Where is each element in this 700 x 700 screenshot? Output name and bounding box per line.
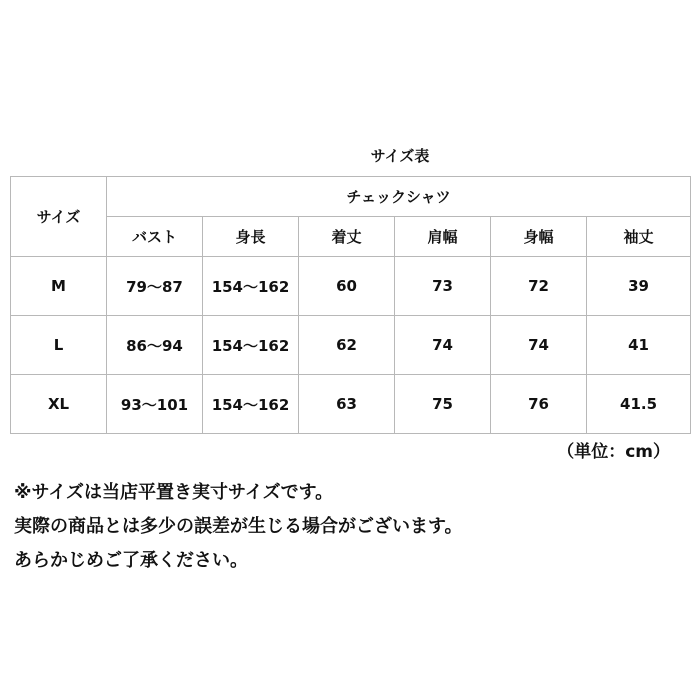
column-header-height: 身長 [203, 217, 299, 257]
note-line: 実際の商品とは多少の誤差が生じる場合がございます。 [14, 516, 463, 537]
size-table [10, 176, 691, 434]
table-cell: 76 [491, 375, 587, 434]
note-line: あらかじめご了承ください。 [14, 550, 248, 571]
table-cell: 73 [395, 257, 491, 316]
table-cell: 154〜162 [203, 257, 299, 316]
product-name-cell: チェックシャツ [107, 177, 691, 217]
column-header-chest-width: 身幅 [491, 217, 587, 257]
column-header-sleeve: 袖丈 [587, 217, 691, 257]
size-header-cell: サイズ [11, 177, 107, 257]
table-cell: 74 [491, 316, 587, 375]
size-label-cell: XL [11, 375, 107, 434]
column-header-length: 着丈 [299, 217, 395, 257]
size-label-cell: L [11, 316, 107, 375]
table-cell: 72 [491, 257, 587, 316]
size-label-cell: M [11, 257, 107, 316]
table-cell: 75 [395, 375, 491, 434]
table-row [11, 316, 691, 375]
table-cell: 79〜87 [107, 257, 203, 316]
table-cell: 63 [299, 375, 395, 434]
unit-label: （単位：cm） [557, 442, 670, 462]
table-cell: 41 [587, 316, 691, 375]
page-title: サイズ表 [370, 147, 430, 165]
column-header-shoulder: 肩幅 [395, 217, 491, 257]
table-cell: 41.5 [587, 375, 691, 434]
notes-block [14, 476, 694, 578]
table-cell: 93〜101 [107, 375, 203, 434]
table-cell: 60 [299, 257, 395, 316]
table-cell: 39 [587, 257, 691, 316]
table-cell: 62 [299, 316, 395, 375]
table-row [11, 375, 691, 434]
table-cell: 74 [395, 316, 491, 375]
note-line: ※サイズは当店平置き実寸サイズです。 [14, 482, 334, 503]
table-cell: 86〜94 [107, 316, 203, 375]
table-cell: 154〜162 [203, 316, 299, 375]
table-cell: 154〜162 [203, 375, 299, 434]
table-row [11, 257, 691, 316]
column-header-bust: バスト [107, 217, 203, 257]
